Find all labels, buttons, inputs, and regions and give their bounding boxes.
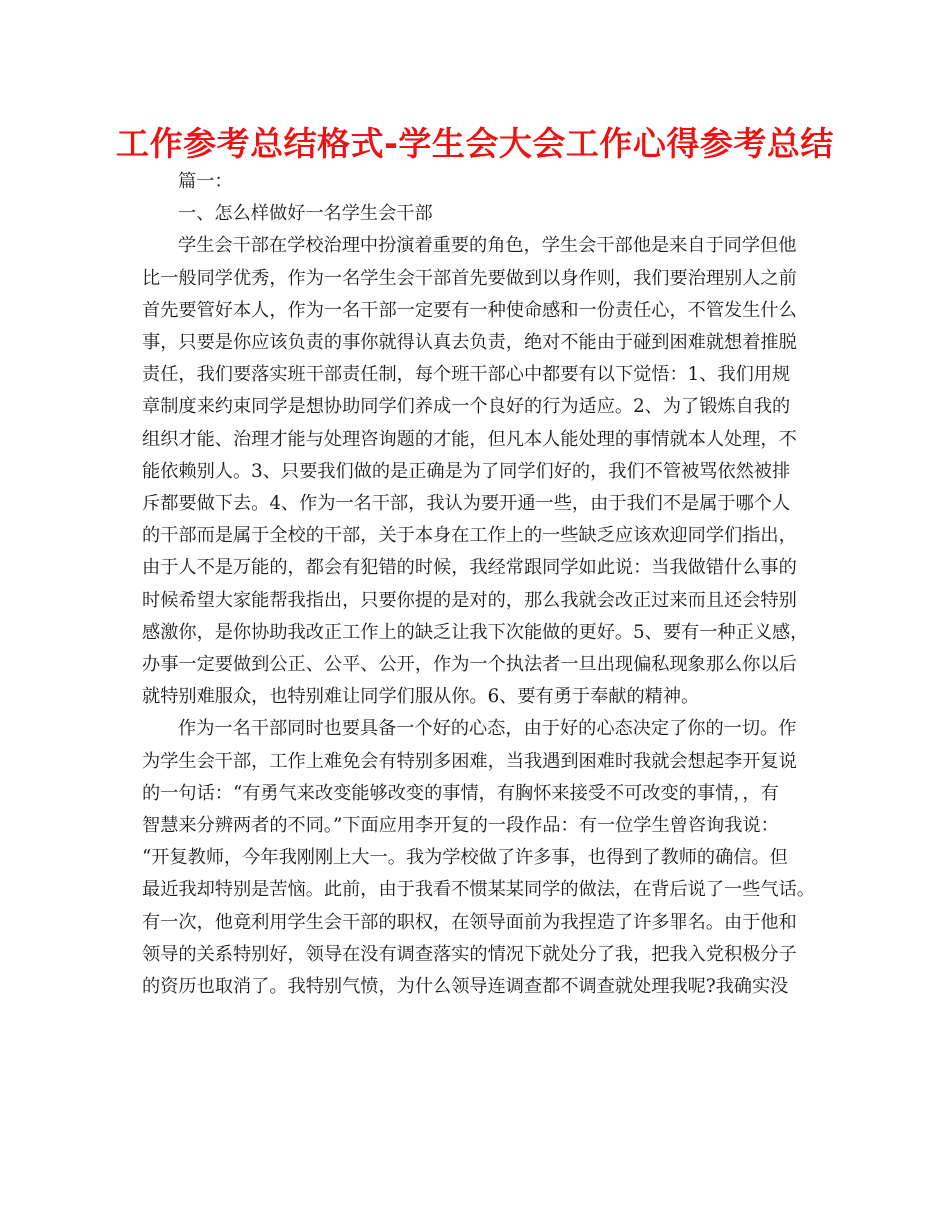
text-line: 最近我却特别是苦恼。此前，由于我看不惯某某同学的做法，在背后说了一些气话。 <box>142 879 815 901</box>
text-line: 智慧来分辨两者的不同。”下面应用李开复的一段作品：有一位学生曾咨询我说： <box>142 815 779 837</box>
paragraph-1 <box>142 230 808 713</box>
document-body <box>142 166 815 1003</box>
text-line: 组织才能、治理才能与处理咨询题的才能，但凡本人能处理的事情就本人处理，不 <box>142 428 797 450</box>
text-line: 就特别难服众，也特别难让同学们服从你。6、要有勇于奉献的精神。 <box>142 686 700 708</box>
text-line: 章制度来约束同学是想协助同学们养成一个良好的行为适应。2、为了锻炼自我的 <box>142 396 791 418</box>
text-line: 有一次，他竟利用学生会干部的职权，在领导面前为我捏造了许多罪名。由于他和 <box>142 911 797 933</box>
text-line: 的一句话：“有勇气来改变能够改变的事情，有胸怀来接受不可改变的事情，，有 <box>142 782 779 804</box>
text-line: 的干部而是属于全校的干部，关于本身在工作上的一些缺乏应该欢迎同学们指出， <box>142 525 797 547</box>
text-line: 时候希望大家能帮我指出，只要你提的是对的，那么我就会改正过来而且还会特别 <box>142 589 797 611</box>
paragraph-2 <box>142 713 815 1003</box>
text-line: 感激你，是你协助我改正工作上的缺乏让我下次能做的更好。5、要有一种正义感， <box>142 621 809 643</box>
text-line: 斥都要做下去。4、作为一名干部，我认为要开通一些，由于我们不是属于哪个人 <box>142 493 791 515</box>
text-line: 由于人不是万能的，都会有犯错的时候，我经常跟同学如此说：当我做错什么事的 <box>142 557 797 579</box>
text-line: 事，只要是你应该负责的事你就得认真去负责，绝对不能由于碰到困难就想着推脱 <box>142 332 797 354</box>
text-line: 比一般同学优秀，作为一名学生会干部首先要做到以身作则，我们要治理别人之前 <box>142 267 797 289</box>
document-title: 工作参考总结格式-学生会大会工作心得参考总结 <box>116 124 834 163</box>
text-line: 办事一定要做到公正、公平、公开，作为一个执法者一旦出现偏私现象那么你以后 <box>142 654 797 676</box>
text-line: 作为一名干部同时也要具备一个好的心态，由于好的心态决定了你的一切。作 <box>178 718 797 740</box>
text-line: “开复教师，今年我刚刚上大一。我为学校做了许多事，也得到了教师的确信。但 <box>142 847 788 869</box>
text-line: 能依赖别人。3、只要我们做的是正确是为了同学们好的，我们不管被骂依然被排 <box>142 460 791 482</box>
section-label: 篇一： <box>178 171 233 192</box>
text-line: 责任，我们要落实班干部责任制，每个班干部心中都要有以下觉悟：1、我们用规 <box>142 364 791 386</box>
section-heading: 一、怎么样做好一名学生会干部 <box>178 203 433 225</box>
text-line: 领导的关系特别好，领导在没有调查落实的情况下就处分了我，把我入党积极分子 <box>142 943 797 965</box>
text-line: 为学生会干部，工作上难免会有特别多困难，当我遇到困难时我就会想起李开复说 <box>142 750 797 772</box>
text-line: 首先要管好本人，作为一名干部一定要有一种使命感和一份责任心，不管发生什么 <box>142 299 797 321</box>
text-line: 的资历也取消了。我特别气愤，为什么领导连调查都不调查就处理我呢?我确实没 <box>142 976 789 998</box>
text-line: 学生会干部在学校治理中扮演着重要的角色，学生会干部他是来自于同学但他 <box>178 235 797 257</box>
